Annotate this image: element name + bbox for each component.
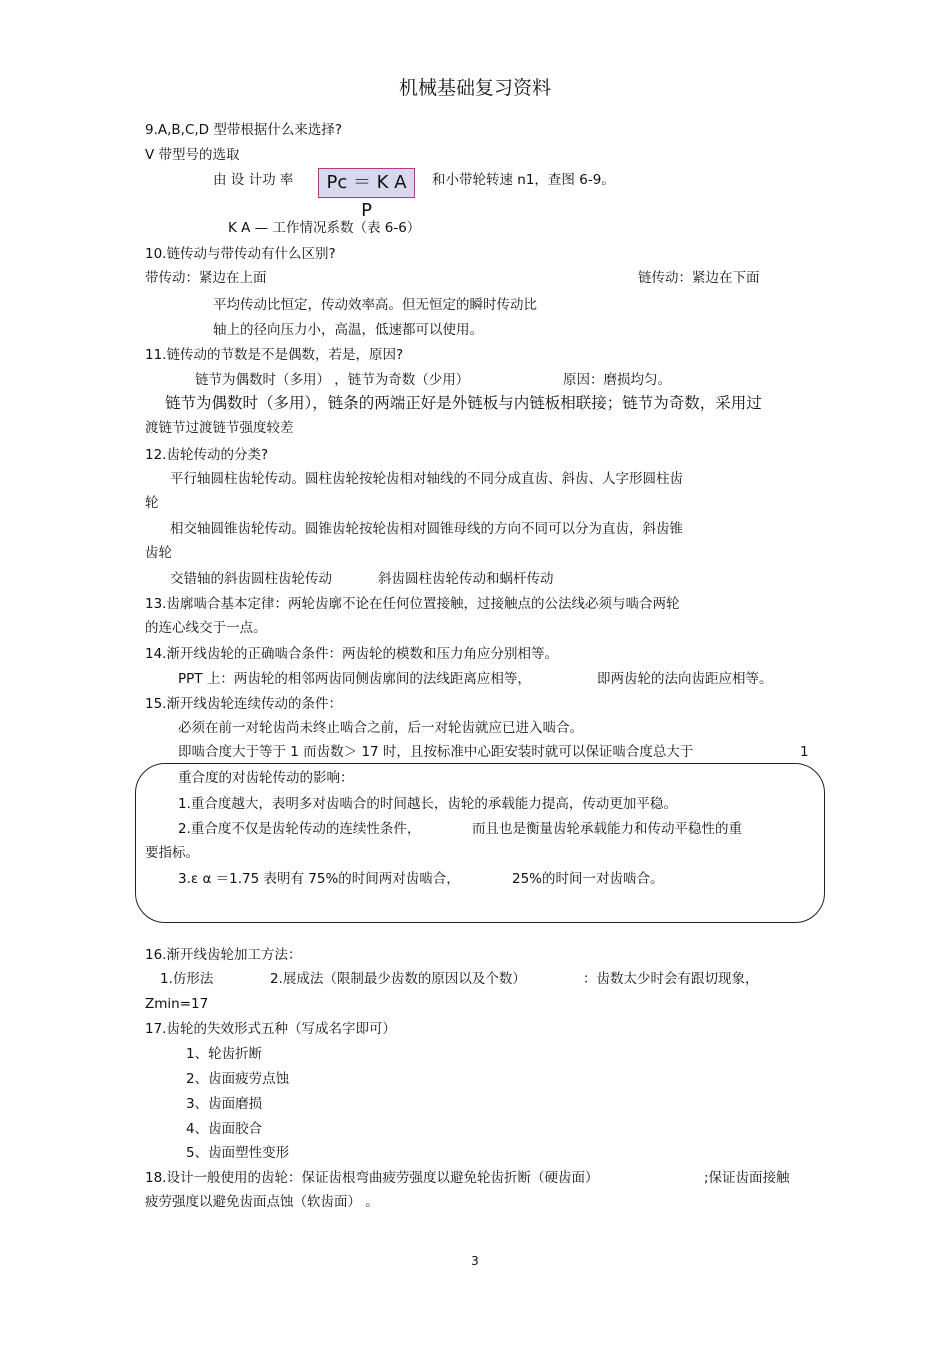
q16-line-1c: ：齿数太少时会有跟切现象，: [583, 971, 759, 987]
box-title: 重合度的对齿轮传动的影响：: [178, 770, 354, 786]
box-item-2c: 要指标。: [145, 845, 199, 861]
question-17: 17.齿轮的失效形式五种（写成名字即可）: [145, 1021, 396, 1037]
q14-line-1: 14.渐开线齿轮的正确啮合条件：两齿轮的模数和压力角应分别相等。: [145, 646, 558, 662]
q9-line-2b: 和小带轮转速 n1，查图 6-9。: [432, 172, 615, 188]
q11-line-3: 渡链节过渡链节强度较差: [145, 420, 294, 436]
question-15: 15.渐开线齿轮连续传动的条件：: [145, 696, 342, 712]
question-10: 10.链传动与带传动有什么区别?: [145, 246, 336, 262]
q18-line-1a: 18.设计一般使用的齿轮：保证齿根弯曲疲劳强度以避免轮齿折断（硬齿面）: [145, 1170, 599, 1186]
q14-line-2b: 即两齿轮的法向齿距应相等。: [597, 671, 773, 687]
q13-line-1: 13.齿廓啮合基本定律：两轮齿廓不论在任何位置接触，过接触点的公法线必须与啮合两轮: [145, 596, 680, 612]
question-12: 12.齿轮传动的分类?: [145, 447, 269, 463]
q15-line-1: 必须在前一对轮齿尚未终止啮合之前，后一对轮齿就应已进入啮合。: [178, 720, 583, 736]
box-item-2a: 2.重合度不仅是齿轮传动的连续性条件，: [178, 821, 421, 837]
q11-line-2: 链节为偶数时（多用），链条的两端正好是外链板与内链板相联接；链节为奇数，采用过: [165, 394, 762, 412]
question-16: 16.渐开线齿轮加工方法：: [145, 947, 302, 963]
q12-line-3a: 交错轴的斜齿圆柱齿轮传动: [170, 571, 332, 587]
q12-line-2b: 齿轮: [145, 545, 172, 561]
q18-line-1b: ;保证齿面接触: [704, 1170, 790, 1186]
failure-item: 5、齿面塑性变形: [186, 1145, 290, 1161]
q12-line-1b: 轮: [145, 495, 159, 511]
q16-line-1a: 1.仿形法: [160, 971, 214, 987]
failure-item: 3、齿面磨损: [186, 1096, 263, 1112]
box-item-3b: 25%的时间一对齿啮合。: [512, 871, 664, 887]
q11-line-1b: 原因：磨损均匀。: [563, 372, 671, 388]
q13-line-2: 的连心线交于一点。: [145, 620, 267, 636]
question-9: 9.A,B,C,D 型带根据什么来选择?: [145, 122, 343, 138]
q14-line-2a: PPT 上：两齿轮的相邻两齿同侧齿廓间的法线距离应相等，: [178, 671, 531, 687]
formula-text: Pc ＝ K A P: [326, 172, 407, 221]
q12-line-1: 平行轴圆柱齿轮传动。圆柱齿轮按轮齿相对轴线的不同分成直齿、斜齿、人字形圆柱齿: [170, 471, 683, 487]
q12-line-2: 相交轴圆锥齿轮传动。圆锥齿轮按轮齿相对圆锥母线的方向不同可以分为直齿，斜齿锥: [170, 521, 683, 537]
q16-line-2: Zmin=17: [145, 996, 209, 1012]
q9-line-2a: 由 设 计功 率: [213, 172, 294, 188]
q15-line-2b: 1: [800, 744, 809, 760]
q9-line-3: K A — 工作情况系数（表 6-6）: [228, 220, 421, 236]
box-item-1: 1.重合度越大，表明多对齿啮合的时间越长，齿轮的承载能力提高，传动更加平稳。: [178, 796, 677, 812]
q11-line-1a: 链节为偶数时（多用） ，链节为奇数（少用）: [195, 372, 470, 388]
failure-item: 1、轮齿折断: [186, 1046, 263, 1062]
q15-line-2a: 即啮合度大于等于 1 而齿数＞ 17 时，且按标准中心距安装时就可以保证啮合度总大于: [178, 744, 694, 760]
q10-line-1: 平均传动比恒定，传动效率高。但无恒定的瞬时传动比: [213, 297, 537, 313]
failure-item: 4、齿面胶合: [186, 1121, 263, 1137]
q10-line-2: 轴上的径向压力小，高温，低速都可以使用。: [213, 322, 483, 338]
q9-line-1: V 带型号的选取: [145, 147, 240, 163]
page-number: 3: [471, 1254, 479, 1268]
box-item-3a: 3.ε α ＝1.75 表明有 75%的时间两对齿啮合，: [178, 871, 460, 887]
box-item-2b: 而且也是衡量齿轮承载能力和传动平稳性的重: [472, 821, 742, 837]
q12-line-3b: 斜齿圆柱齿轮传动和蜗杆传动: [378, 571, 554, 587]
q18-line-2: 疲劳强度以避免齿面点蚀（软齿面） 。: [145, 1194, 379, 1210]
formula-box: [318, 168, 415, 221]
q10-belt: 带传动：紧边在上面: [145, 270, 267, 286]
q16-line-1b: 2.展成法（限制最少齿数的原因以及个数）: [270, 971, 526, 987]
question-11: 11.链传动的节数是不是偶数，若是，原因?: [145, 347, 404, 363]
page-title: 机械基础复习资料: [398, 77, 551, 99]
overlap-effect-box: [135, 763, 825, 923]
failure-item: 2、齿面疲劳点蚀: [186, 1071, 290, 1087]
q10-chain: 链传动：紧边在下面: [638, 270, 760, 286]
